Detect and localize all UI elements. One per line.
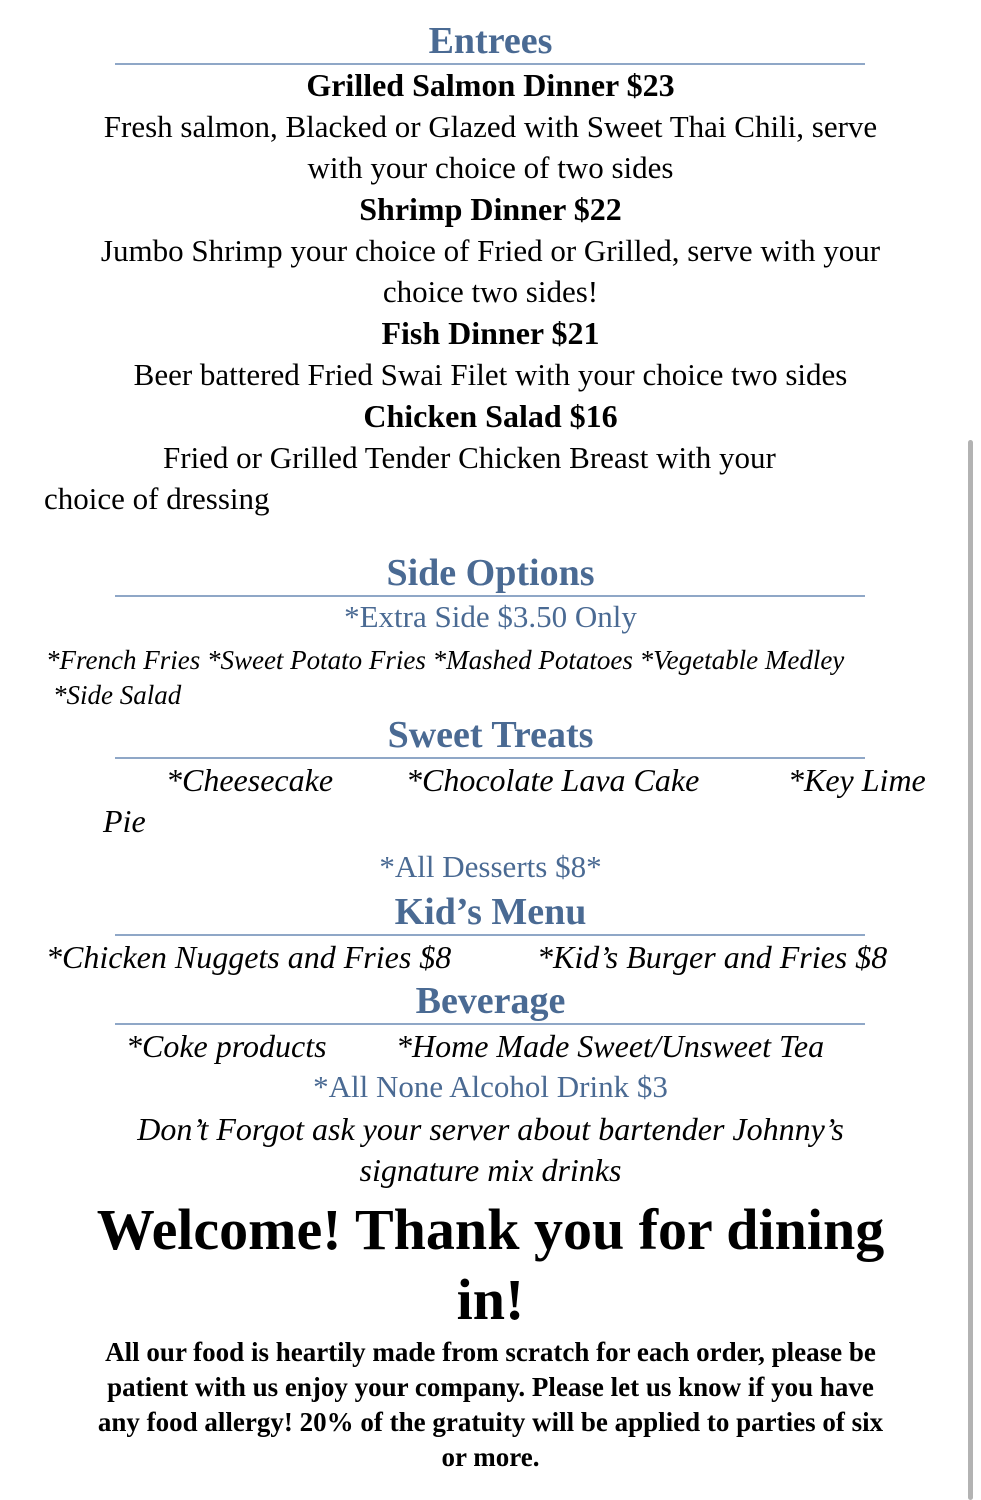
welcome-line1: Welcome! Thank you for dining	[96, 1197, 885, 1262]
sides-list-line2: *Side Salad	[53, 680, 182, 710]
kids-heading: Kid’s Menu	[394, 891, 587, 933]
salmon-desc-line1: Fresh salmon, Blacked or Glazed with Sweet Thai Chili, serve	[103, 109, 878, 144]
chicken-salad-desc-line2: choice of dressing	[44, 481, 270, 516]
treat-key-lime: *Key Lime	[788, 762, 926, 798]
desserts-price-note: *All Desserts $8*	[379, 849, 602, 884]
extra-side-note: *Extra Side $3.50 Only	[344, 599, 637, 634]
salmon-title: Grilled Salmon Dinner $23	[306, 67, 675, 103]
sides-divider	[115, 595, 865, 597]
footer-note-line2: patient with us enjoy your company. Please let us know if you have	[107, 1372, 874, 1402]
shrimp-desc-line2: choice two sides!	[382, 274, 599, 309]
fish-title: Fish Dinner $21	[381, 315, 600, 351]
entrees-divider	[115, 63, 865, 65]
treat-key-lime-pie: Pie	[103, 803, 146, 839]
bartender-promo-line2: signature mix drinks	[359, 1152, 622, 1188]
sides-list-line1: *French Fries *Sweet Potato Fries *Mashed Potatoes *Vegetable Medley	[46, 645, 845, 675]
footer-note-line4: or more.	[441, 1442, 540, 1472]
beverage-coke: *Coke products	[126, 1028, 327, 1064]
drinks-price-note: *All None Alcohol Drink $3	[313, 1069, 668, 1104]
beverage-heading: Beverage	[415, 980, 566, 1022]
kids-burger: *Kid’s Burger and Fries $8	[537, 939, 888, 975]
fish-desc-line1: Beer battered Fried Swai Filet with your choice two sides	[133, 357, 848, 392]
salmon-desc-line2: with your choice of two sides	[307, 150, 674, 185]
welcome-line2: in!	[456, 1267, 525, 1332]
beverage-divider	[115, 1023, 865, 1025]
sides-heading: Side Options	[386, 552, 595, 594]
kids-divider	[115, 934, 865, 936]
chicken-salad-title: Chicken Salad $16	[363, 398, 618, 434]
bartender-promo-line1: Don’t Forgot ask your server about bartender Johnny’s	[137, 1111, 844, 1147]
shrimp-title: Shrimp Dinner $22	[359, 191, 622, 227]
footer-note-line1: All our food is heartily made from scratch for each order, please be	[105, 1337, 876, 1367]
kids-nuggets: *Chicken Nuggets and Fries $8	[46, 939, 452, 975]
footer-note-line3: any food allergy! 20% of the gratuity will be applied to parties of six	[97, 1407, 884, 1437]
beverage-tea: *Home Made Sweet/Unsweet Tea	[396, 1028, 825, 1064]
treats-divider	[115, 757, 865, 759]
treat-cheesecake: *Cheesecake	[166, 762, 334, 798]
shrimp-desc-line1: Jumbo Shrimp your choice of Fried or Grilled, serve with your	[100, 233, 881, 268]
entrees-heading: Entrees	[428, 20, 553, 62]
chicken-salad-desc-line1: Fried or Grilled Tender Chicken Breast with your	[163, 440, 776, 475]
treat-lava-cake: *Chocolate Lava Cake	[406, 762, 700, 798]
treats-heading: Sweet Treats	[387, 714, 594, 756]
vertical-scrollbar[interactable]	[968, 440, 973, 1500]
